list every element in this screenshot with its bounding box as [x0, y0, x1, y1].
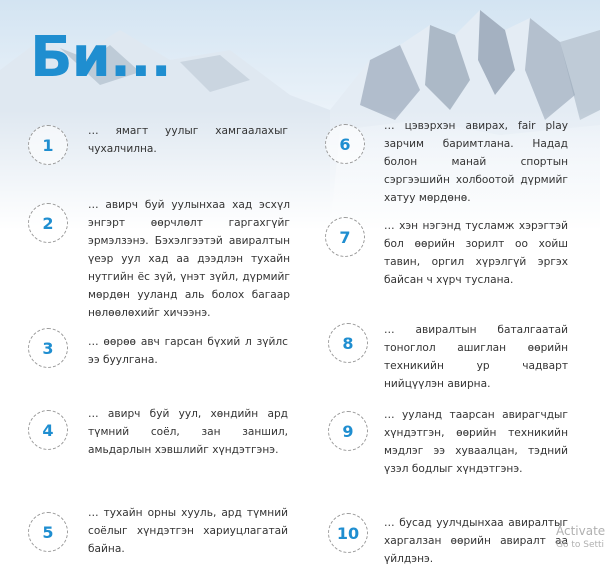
item-text: … хэн нэгэнд тусламж хэрэгтэй бол өөрийн зорилт оо хойш тавин, оргил хүрэлгүй эргэх байсан ч хүрч туслана.: [384, 220, 568, 286]
item-text: … авирч буй уулынхаа хад эсхүл энгэрт өөрчлөлт гаргахгүйг эрмэлзэнэ. Бэхэлгээтэй авиралтын үеэр уул хад аа дээдлэн тухайн нутгийн ёс зүй, үнэт зүйл, дүрмийг мөрдөн ууланд аль болох багаар нөлөөлөхийг хичээнэ.: [88, 199, 290, 319]
item-number-circle: 2: [28, 203, 68, 243]
watermark-line-1: Activate: [556, 524, 605, 538]
item-number-circle: 8: [328, 323, 368, 363]
item-number-circle: 5: [28, 512, 68, 552]
item-number-circle: 3: [28, 328, 68, 368]
item-text: … авиралтын баталгаатай тоноглол ашиглан өөрийн техникийн ур чадварт нийцүүлэн авирна.: [384, 324, 568, 390]
item-number-circle: 6: [325, 124, 365, 164]
item-number-circle: 4: [28, 410, 68, 450]
item-text: … цэвэрхэн авирах, fair play зарчим баримтлана. Надад болон манай спортын сэргээшийн холбоотой дүрмийг хатуу мөрдөнө.: [384, 120, 568, 204]
item-number-circle: 7: [325, 217, 365, 257]
item-number-circle: 1: [28, 125, 68, 165]
item-text: … авирч буй уул, хөндийн ард түмний соёл, зан заншил, амьдарлын хэвшлийг хүндэтгэнэ.: [88, 408, 288, 456]
item-text: … өөрөө авч гарсан бүхий л зүйлс ээ буулгана.: [88, 336, 288, 366]
activation-watermark: [556, 524, 605, 550]
item-text: … ууланд таарсан авирагчдыг хүндэтгэн, өөрийн техникийн мэдлэг ээ хуваалцан, тэдний үзэл бодлыг хүндэтгэнэ.: [384, 409, 568, 475]
item-text: … тухайн орны хууль, ард түмний соёлыг хүндэтгэн хариуцлагатай байна.: [88, 507, 288, 555]
item-text: … бусад уулчдынхаа авиралтыг харгалзан өөрийн авиралт аа үйлдэнэ.: [384, 517, 568, 565]
item-number-circle: 10: [328, 513, 368, 553]
item-number-circle: 9: [328, 411, 368, 451]
item-text: … ямагт уулыг хамгаалахыг чухалчилна.: [88, 125, 288, 155]
watermark-line-2: Go to Setti: [556, 540, 605, 550]
page-title: Би...: [30, 25, 171, 90]
